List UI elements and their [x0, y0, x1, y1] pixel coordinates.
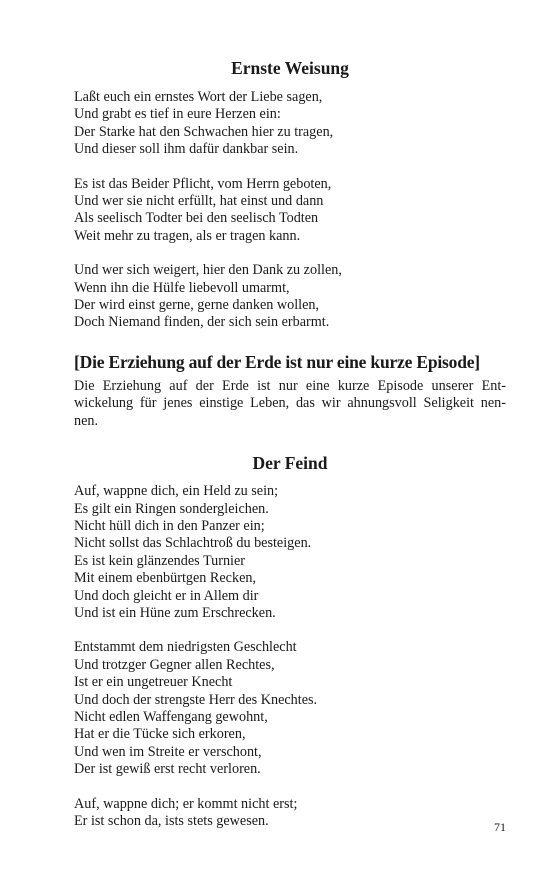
poem-title: Der Feind [252, 453, 328, 474]
poem-body [74, 483, 506, 830]
verse-line: Auf, wappne dich, ein Held zu sein; [74, 483, 279, 500]
verse-line: Auf, wappne dich; er kommt nicht erst; [74, 795, 298, 812]
prose-paragraph [74, 378, 506, 430]
verse-line: Nicht edlen Waffengang gewohnt, [74, 708, 268, 725]
verse-line: Und wer sie nicht erfüllt, hat einst und dann [74, 193, 324, 210]
verse-line: Der ist gewiß erst recht verloren. [74, 761, 261, 778]
verse-line: Der Starke hat den Schwachen hier zu tragen, [74, 123, 334, 140]
section-heading: [Die Erziehung auf der Erde ist nur eine kurze Episode] [74, 351, 480, 372]
verse-line: Und trotzger Gegner allen Rechtes, [74, 656, 275, 673]
verse-line: Und dieser soll ihm dafür dankbar sein. [74, 141, 299, 158]
page-number: 71 [494, 820, 506, 834]
verse-line: Nicht sollst das Schlachtroß du besteigen. [74, 535, 312, 552]
book-page [74, 56, 506, 830]
prose-line: Die Erziehung auf der Erde ist nur eine kurze Episode unserer Ent- [74, 377, 506, 394]
verse-line: Wenn ihn die Hülfe liebevoll umarmt, [74, 279, 290, 296]
verse-line: Entstammt dem niedrigsten Geschlecht [74, 639, 297, 656]
verse-line: Laßt euch ein ernstes Wort der Liebe sagen, [74, 89, 323, 105]
verse-line: Er ist schon da, ists stets gewesen. [74, 813, 269, 829]
poem-title: Ernste Weisung [231, 58, 349, 78]
verse-line: Als seelisch Todter bei den seelisch Todten [74, 210, 319, 227]
verse-line: Und wen im Streite er verschont, [74, 743, 262, 760]
verse-line: Der wird einst gerne, gerne danken wollen, [74, 297, 320, 314]
stanza [74, 796, 506, 831]
verse-line: Ist er ein ungetreuer Knecht [74, 674, 233, 691]
verse-line: Nicht hüll dich in den Panzer ein; [74, 517, 265, 534]
prose-line: nen. [74, 412, 99, 429]
verse-line: Es gilt ein Ringen sondergleichen. [74, 500, 269, 517]
poem-body [74, 89, 506, 332]
stanza [74, 89, 506, 159]
verse-line: Und grabt es tief in eure Herzen ein: [74, 106, 281, 123]
stanza [74, 262, 506, 332]
verse-line: Hat er die Tücke sich erkoren, [74, 726, 246, 743]
verse-line: Es ist kein glänzendes Turnier [74, 552, 246, 569]
stanza [74, 639, 506, 778]
verse-line: Weit mehr zu tragen, als er tragen kann. [74, 227, 301, 244]
stanza [74, 176, 506, 246]
prose-line: wickelung für jenes einstige Leben, das wir ahnungsvoll Seligkeit nen- [74, 395, 506, 412]
verse-line: Mit einem ebenbürtgen Recken, [74, 570, 257, 587]
stanza [74, 483, 506, 622]
verse-line: Und wer sich weigert, hier den Dank zu zollen, [74, 262, 342, 279]
verse-line: Es ist das Beider Pflicht, vom Herrn geboten, [74, 175, 332, 192]
verse-line: Und doch gleicht er in Allem dir [74, 587, 259, 604]
verse-line: Und doch der strengste Herr des Knechtes. [74, 691, 318, 708]
verse-line: Doch Niemand finden, der sich sein erbarmt. [74, 314, 330, 331]
verse-line: Und ist ein Hüne zum Erschrecken. [74, 604, 276, 621]
